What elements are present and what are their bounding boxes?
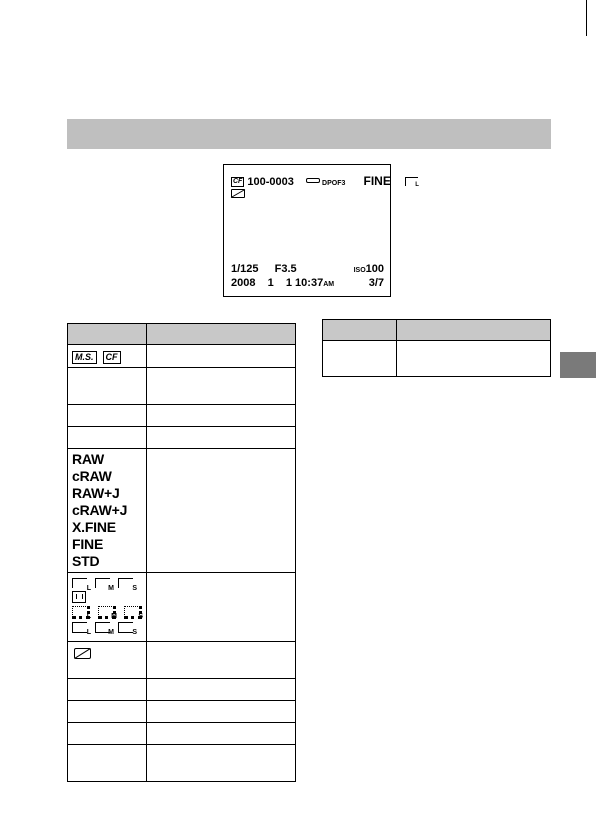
table-cell — [147, 745, 296, 782]
size-m-icon: M — [95, 578, 110, 588]
lcd-month: 1 — [267, 277, 274, 289]
quality-std: STD — [72, 553, 100, 569]
lcd-screen-illustration — [223, 164, 419, 297]
size-l-icon: L — [72, 578, 87, 588]
table-cell — [68, 405, 147, 427]
lcd-size-letter: L — [415, 182, 419, 188]
table-cell — [147, 405, 296, 427]
table-row-size — [68, 573, 296, 642]
cf-card-icon: CF — [103, 351, 121, 364]
battery-warning-icon — [231, 189, 245, 198]
table-row — [68, 701, 296, 723]
table-row-battery — [68, 642, 296, 679]
chapter-side-tab — [560, 352, 596, 378]
table-cell — [147, 345, 296, 368]
panorama-s-icon: S — [118, 622, 133, 633]
quality-xfine: X.FINE — [72, 519, 116, 535]
table-cell — [147, 723, 296, 745]
table-row — [68, 405, 296, 427]
lcd-day: 1 — [285, 277, 292, 289]
protect-icon — [306, 178, 320, 183]
table-cell — [68, 368, 147, 405]
aspect-l-icon: L — [72, 606, 90, 619]
battery-icon-cell — [68, 642, 147, 679]
lcd-exposure-row — [231, 263, 384, 275]
table-cell — [323, 341, 397, 377]
table-cell — [147, 679, 296, 701]
lcd-shutter: 1/125 — [231, 263, 259, 275]
table-row — [68, 679, 296, 701]
table-row — [68, 723, 296, 745]
table-row — [68, 745, 296, 782]
table-cell — [147, 427, 296, 449]
table-header-row — [68, 324, 296, 345]
table-cell — [147, 449, 296, 573]
memory-stick-icon: M.S. — [72, 351, 97, 364]
image-size-icons-cell — [68, 573, 147, 642]
quality-fine: FINE — [72, 536, 104, 552]
quality-raw: RAW — [72, 451, 105, 467]
lcd-dpof: DPOF3 — [322, 180, 346, 187]
display-items-table — [67, 323, 296, 782]
table-cell — [147, 642, 296, 679]
aspect-s-icon: S — [124, 606, 142, 619]
quality-raw-j: RAW+J — [72, 485, 120, 501]
lcd-quality: FINE — [363, 174, 391, 188]
lcd-iso-value: 100 — [365, 263, 384, 275]
table-cell — [147, 701, 296, 723]
table-cell — [68, 723, 147, 745]
table-row — [323, 341, 551, 377]
lcd-battery-row — [231, 189, 384, 201]
top-rule — [586, 0, 587, 36]
header-cell-display — [68, 324, 147, 345]
table-cell — [68, 745, 147, 782]
right-items-table — [322, 319, 551, 377]
header-cell-display — [323, 320, 397, 341]
lcd-media-badge: CF — [233, 178, 243, 185]
section-title-bar — [67, 119, 551, 149]
table-row — [68, 427, 296, 449]
panorama-m-icon: M — [95, 622, 110, 633]
quality-craw-j: cRAW+J — [72, 502, 128, 518]
lcd-aperture: F3.5 — [274, 263, 297, 275]
table-row-media — [68, 345, 296, 368]
lcd-iso-label: ISO — [353, 267, 366, 274]
aspect-m-icon: M — [98, 606, 116, 619]
media-icons-cell — [68, 345, 147, 368]
table-header-row — [323, 320, 551, 341]
table-cell — [68, 427, 147, 449]
lcd-ampm: AM — [323, 281, 335, 288]
panorama-l-icon: L — [72, 622, 87, 633]
header-cell-meaning — [397, 320, 551, 341]
lcd-folder-file: 100-0003 — [247, 176, 294, 188]
size-s-icon: S — [118, 578, 133, 588]
table-cell — [397, 341, 551, 377]
table-cell — [68, 679, 147, 701]
lcd-time: 10:37 — [295, 277, 324, 289]
table-cell — [147, 573, 296, 642]
table-cell — [68, 701, 147, 723]
image-size-icon — [405, 177, 418, 186]
lcd-top-row — [231, 174, 419, 188]
lcd-frame: 3/7 — [368, 277, 384, 289]
lcd-date-row — [231, 277, 384, 289]
table-row — [68, 368, 296, 405]
lcd-year: 2008 — [231, 277, 256, 289]
table-cell — [147, 368, 296, 405]
quality-list-cell — [68, 449, 147, 573]
header-cell-meaning — [147, 324, 296, 345]
size-square-icon — [72, 591, 86, 603]
battery-warning-icon — [74, 648, 91, 659]
table-row-quality — [68, 449, 296, 573]
quality-craw: cRAW — [72, 468, 112, 484]
